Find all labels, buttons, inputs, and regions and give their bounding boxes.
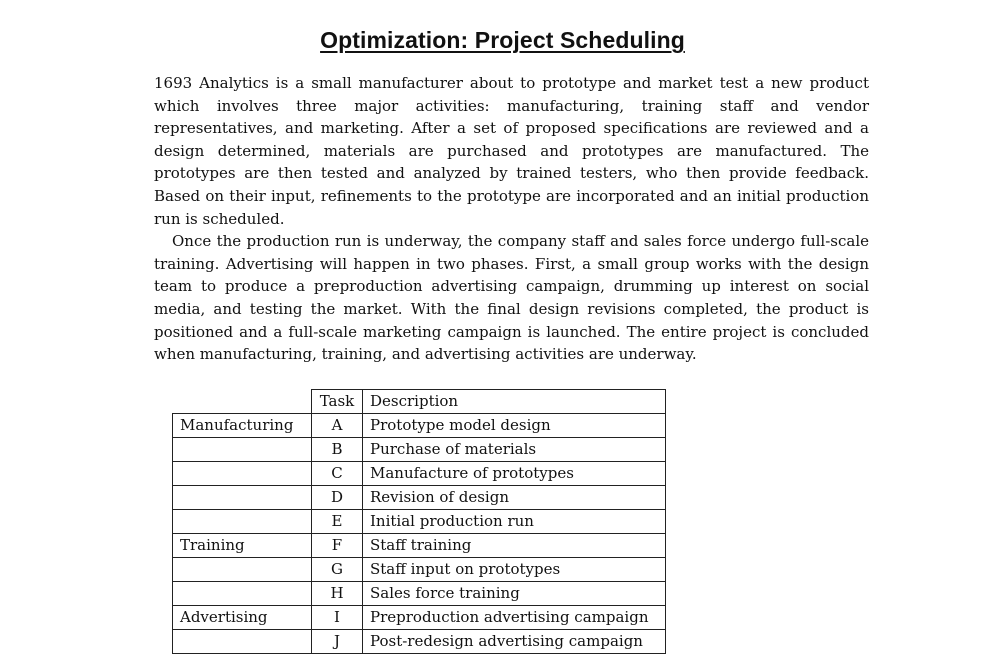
table-row	[173, 582, 666, 606]
task-cell: A	[312, 414, 363, 438]
category-cell	[173, 462, 312, 486]
header-task: Task	[312, 390, 363, 414]
task-cell: F	[312, 534, 363, 558]
description-cell: Post-redesign advertising campaign	[363, 630, 666, 654]
table-row	[173, 414, 666, 438]
category-cell	[173, 558, 312, 582]
category-cell: Advertising	[173, 606, 312, 630]
table-row	[173, 606, 666, 630]
task-cell: H	[312, 582, 363, 606]
description-cell: Manufacture of prototypes	[363, 462, 666, 486]
task-cell: C	[312, 462, 363, 486]
description-cell: Staff training	[363, 534, 666, 558]
task-cell: D	[312, 486, 363, 510]
table-row	[173, 558, 666, 582]
table-row	[173, 630, 666, 654]
task-cell: J	[312, 630, 363, 654]
description-cell: Prototype model design	[363, 414, 666, 438]
category-cell	[173, 630, 312, 654]
category-cell: Training	[173, 534, 312, 558]
description-cell: Staff input on prototypes	[363, 558, 666, 582]
category-cell	[173, 582, 312, 606]
paragraph-intro: 1693 Analytics is a small manufacturer about to prototype and market test a new product which involves three major activities: manufacturing, training staff and vendor representatives, and marketing. After a set of proposed specifications are reviewed and a design determined, materials are purchased and prototypes are manufactured. The prototypes are then tested and analyzed by trained testers, who then provide feedback. Based on their input, refinements to the prototype are incorporated and an initial production run is scheduled.	[154, 74, 869, 228]
task-cell: I	[312, 606, 363, 630]
description-cell: Sales force training	[363, 582, 666, 606]
table-row	[173, 438, 666, 462]
table-row	[173, 510, 666, 534]
header-category	[173, 390, 312, 414]
task-cell: E	[312, 510, 363, 534]
body-text	[154, 72, 869, 366]
description-cell: Revision of design	[363, 486, 666, 510]
page-title: Optimization: Project Scheduling	[320, 27, 685, 54]
category-cell	[173, 510, 312, 534]
task-cell: B	[312, 438, 363, 462]
category-cell: Manufacturing	[173, 414, 312, 438]
header-description: Description	[363, 390, 666, 414]
task-cell: G	[312, 558, 363, 582]
description-cell: Purchase of materials	[363, 438, 666, 462]
table-row	[173, 486, 666, 510]
category-cell	[173, 486, 312, 510]
paragraph-production: Once the production run is underway, the company staff and sales force undergo full-scale training. Advertising will happen in two phases. First, a small group works with the design team to produce a preproduction advertising campaign, drumming up interest on social media, and testing the market. With the final design revisions completed, the product is positioned and a full-scale marketing campaign is launched. The entire project is concluded when manufacturing, training, and advertising activities are underway.	[154, 232, 869, 364]
description-cell: Initial production run	[363, 510, 666, 534]
table-row	[173, 462, 666, 486]
description-cell: Preproduction advertising campaign	[363, 606, 666, 630]
table-row	[173, 534, 666, 558]
category-cell	[173, 438, 312, 462]
table-header-row	[173, 390, 666, 414]
task-table	[172, 389, 666, 654]
